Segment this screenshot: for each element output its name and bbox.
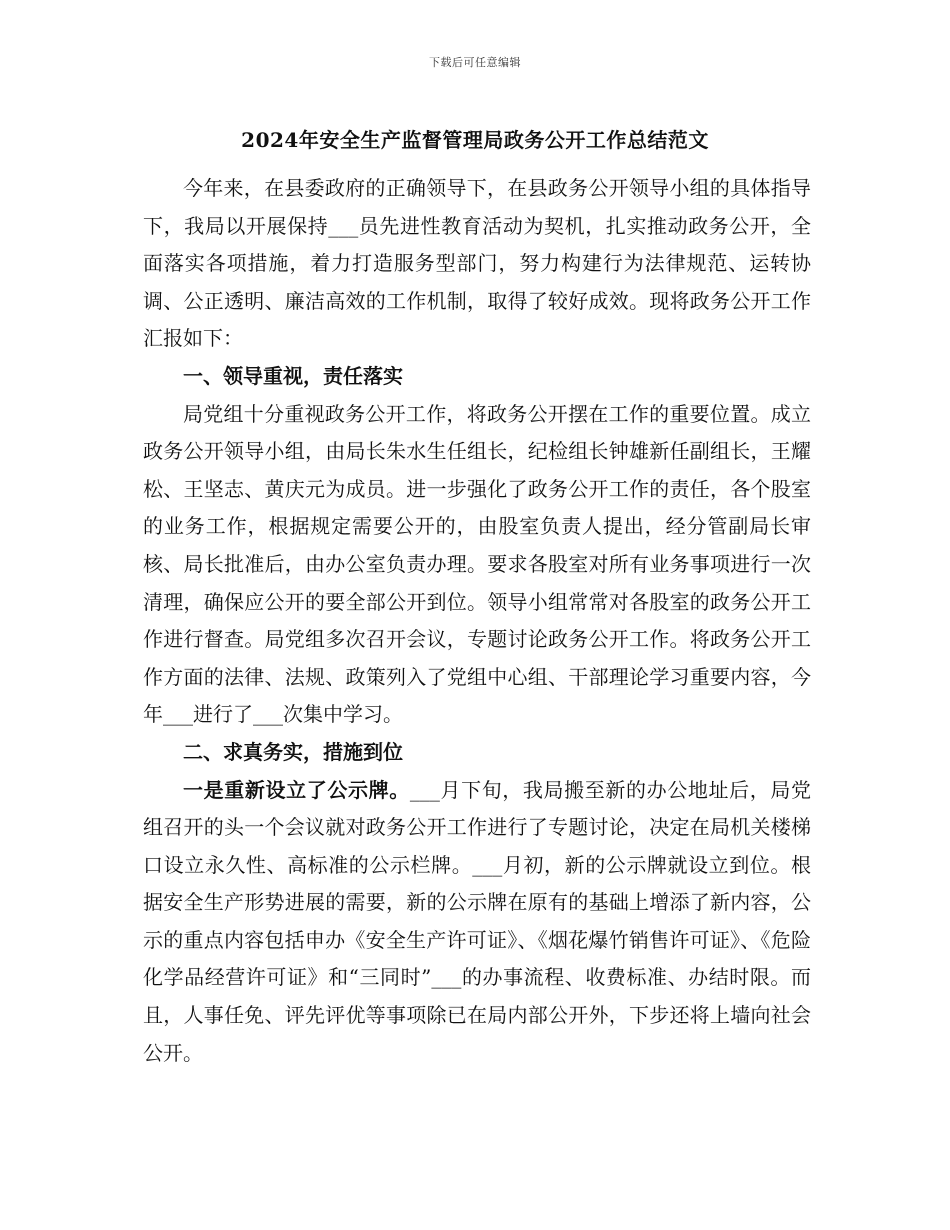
section-2-lead-phrase: 一是重新设立了公示牌。 [183,777,410,802]
document-body [143,170,811,1072]
intro-paragraph: 今年来，在县委政府的正确领导下，在县政务公开领导小组的具体指导下，我局以开展保持___员先进性教育活动为契机，扎实推动政务公开，全面落实各项措施，着力打造服务型部门，努力构建行为法律规范、运转协调、公正透明、廉洁高效的工作机制，取得了较好成效。现将政务公开工作汇报如下： [143,176,811,351]
section-2-paragraph [143,772,811,1073]
section-1-paragraph: 局党组十分重视政务公开工作，将政务公开摆在工作的重要位置。成立政务公开领导小组，由局长朱水生任组长，纪检组长钟雄新任副组长，王耀松、王坚志、黄庆元为成员。进一步强化了政务公开工作的责任，各个股室的业务工作，根据规定需要公开的，由股室负责人提出，经分管副局长审核、局长批准后，由办公室负责办理。要求各股室对所有业务事项进行一次清理，确保应公开的要全部公开到位。领导小组常常对各股室的政务公开工作进行督查。局党组多次召开会议，专题讨论政务公开工作。将政务公开工作方面的法律、法规、政策列入了党组中心组、干部理论学习重要内容，今年___进行了___次集中学习。 [143,401,811,727]
document-title: 2024年安全生产监督管理局政务公开工作总结范文 [241,128,709,152]
section-2-heading: 二、求真务实，措施到位 [183,739,403,764]
page-header-note: 下载后可任意编辑 [429,56,521,69]
section-1-heading: 一、领导重视，责任落实 [183,363,403,388]
section-2-body-text: ___月下旬，我局搬至新的办公地址后，局党组召开的头一个会议就对政务公开工作进行了专题讨论，决定在局机关楼梯口设立永久性、高标准的公示栏牌。___月初，新的公示牌就设立到位。根据安全生产形势进展的需要，新的公示牌在原有的基础上增添了新内容，公示的重点内容包括申办《安全生产许可证》、《烟花爆竹销售许可证》、《危险化学品经营许可证》和“三同时”___的办事流程、收费标准、办结时限。而且，人事任免、评先评优等事项除已在局内部公开外，下步还将上墙向社会公开。 [143,777,812,1065]
